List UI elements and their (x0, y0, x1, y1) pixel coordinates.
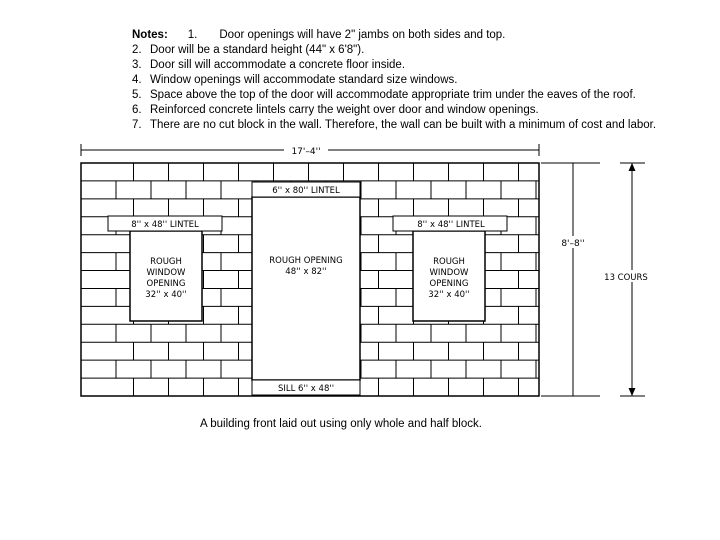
note-number: 6. (132, 104, 142, 116)
note-text: Door sill will accommodate a concrete floor inside. (150, 59, 406, 71)
left-window-label-1: ROUGH (150, 257, 182, 267)
note-number: 3. (132, 59, 142, 71)
note-text: Space above the top of the door will accommodate appropriate trim under the eaves of the roof. (150, 89, 636, 101)
door-opening-label-1: ROUGH OPENING (269, 256, 343, 266)
courses-arrow-bottom (629, 388, 636, 396)
note-text: Door will be a standard height (44" x 6'8"). (150, 44, 365, 56)
sill-label: SILL 6'' x 48'' (277, 384, 335, 394)
left-window-label-2: WINDOW (146, 268, 186, 278)
left-lintel-label: 8'' x 48'' LINTEL (131, 220, 199, 230)
note-number: 2. (132, 44, 142, 56)
right-window-label-3: OPENING (429, 279, 469, 289)
note-number: 4. (132, 74, 142, 86)
note-text: There are no cut block in the wall. Therefore, the wall can be built with a minimum of cost and labor. (150, 119, 657, 131)
note-number: 1. (187, 29, 198, 41)
height-label: 8'–8'' (561, 239, 585, 249)
door-lintel-label: 6'' x 80'' LINTEL (272, 186, 340, 196)
left-window-label-3: OPENING (146, 279, 186, 289)
figure-caption: A building front laid out using only whole and half block. (200, 418, 482, 430)
right-window-label-4: 32'' x 40'' (428, 290, 470, 300)
note-text: Reinforced concrete lintels carry the weight over door and window openings. (150, 104, 539, 116)
notes-label: Notes: (132, 29, 168, 41)
note-text: Door openings will have 2" jambs on both sides and top. (219, 29, 506, 41)
note-number: 5. (132, 89, 142, 101)
right-window-label-1: ROUGH (433, 257, 465, 267)
left-window-label-4: 32'' x 40'' (145, 290, 187, 300)
courses-label: 13 COURS (604, 273, 648, 283)
door-opening (252, 197, 360, 380)
right-window-label-2: WINDOW (429, 268, 469, 278)
courses-arrow-top (629, 163, 636, 171)
right-lintel-label: 8'' x 48'' LINTEL (417, 220, 485, 230)
door-opening-label-2: 48'' x 82'' (285, 267, 327, 277)
note-number: 7. (132, 119, 142, 131)
width-label: 17'–4'' (291, 147, 321, 157)
note-text: Window openings will accommodate standard size windows. (150, 74, 458, 86)
